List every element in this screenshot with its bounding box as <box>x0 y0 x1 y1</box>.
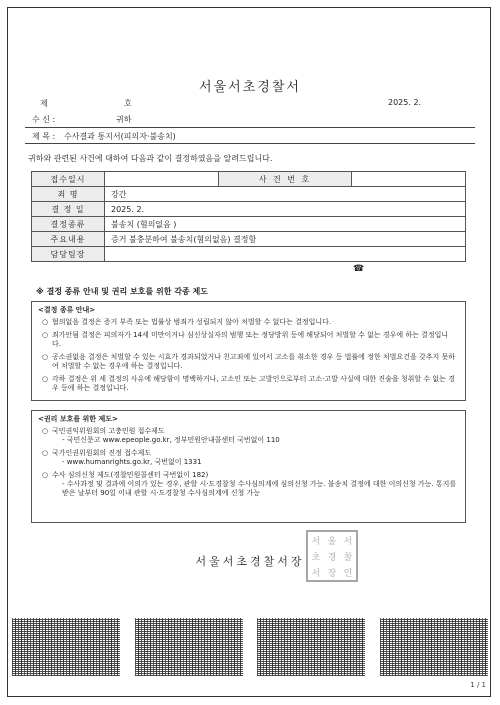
barcode-strip <box>12 618 488 676</box>
barcode-icon <box>135 618 243 676</box>
officer-value <box>105 247 466 262</box>
case-info-table <box>31 171 466 262</box>
rights-item-sub: - www.humanrights.go.kr, 국번없이 1331 <box>62 458 202 466</box>
rights-item-main: ○ 국민권익위원회의 고충민원 접수제도 <box>52 427 165 435</box>
guide-box-title: <결정 종류 안내> <box>38 306 96 314</box>
divider <box>25 143 475 144</box>
subject-value: 수사결과 통지서(피의자·불송치) <box>64 132 176 141</box>
decision-type-label: 결정종류 <box>32 217 105 232</box>
rights-box <box>31 410 466 523</box>
guide-item: ○ 공소권없음 결정은 처벌할 수 있는 시효가 경과되었거나 친고죄에 있어서 고소를 취소한 경우 등 법률에 정한 처벌요건을 갖추지 못하여 처벌할 수 없는 경우에 하는 결정입니다. <box>52 353 457 371</box>
document-date: 2025. 2. <box>388 98 422 107</box>
official-seal-icon <box>306 530 358 582</box>
rights-box-title: <권리 보호를 위한 제도> <box>38 415 118 423</box>
main-content-value: 증거 불충분하여 불송치(혐의없음) 결정함 <box>105 232 466 247</box>
divider <box>25 127 475 128</box>
barcode-icon <box>12 618 120 676</box>
seal-char: 울 <box>327 536 337 547</box>
decision-guide-box <box>31 301 466 401</box>
rights-item <box>52 449 457 467</box>
charge-label: 죄 명 <box>32 187 105 202</box>
document-title: 서울서초경찰서 <box>199 80 301 95</box>
seal-char: 인 <box>343 568 353 579</box>
receipt-label: 접수일시 <box>32 172 105 187</box>
seal-char: 경 <box>327 552 337 563</box>
rights-item <box>52 471 457 498</box>
seal-char: 서 <box>343 536 353 547</box>
case-number-value <box>352 172 466 187</box>
seal-char: 장 <box>327 568 337 579</box>
rights-item-main: ○ 수사 심의신청 제도(경찰민원콜센터 국번없이 182) <box>52 471 209 479</box>
guide-heading: ※ 결정 종류 안내 및 권리 보호를 위한 각종 제도 <box>36 287 208 296</box>
issuer-name: 서울서초경찰서장 <box>195 555 305 568</box>
decision-date-value: 2025. 2. <box>105 202 466 217</box>
receipt-value <box>105 172 219 187</box>
seal-char: 서 <box>311 568 321 579</box>
barcode-icon <box>380 618 488 676</box>
case-number-label: 사 건 번 호 <box>219 172 352 187</box>
subject-label: 제 목 : <box>32 132 56 141</box>
officer-label: 담당팀장 <box>32 247 105 262</box>
phone-icon: ☎ <box>353 264 365 274</box>
seal-char: 서 <box>311 536 321 547</box>
rights-item-sub: - 수사과정 및 결과에 이의가 있는 경우, 관할 시·도경찰청 수사심의계에 심의신청 가능. 불송치 결정에 대한 이의신청 가능. 통지를 받은 날부터 90일 이내 관할 시·도경찰청 수사심의계에 신청 가능 <box>62 480 457 497</box>
rights-item-sub: - 국민신문고 www.epeople.go.kr, 정부민원안내콜센터 국번없이 110 <box>62 436 280 444</box>
rights-item <box>52 427 457 445</box>
decision-type-value: 불송치 (혐의없음 ) <box>105 217 466 232</box>
guide-item: ○ 각하 결정은 위 세 결정의 사유에 해당함이 명백하거나, 고소인 또는 고발인으로부터 고소·고발 사실에 대한 진술을 청취할 수 없는 경우 등에 하는 결정입니다. <box>52 375 457 393</box>
main-content-label: 주요내용 <box>32 232 105 247</box>
recipient-label: 수 신 : <box>32 115 56 124</box>
page-number: 1 / 1 <box>470 681 486 689</box>
seal-char: 찰 <box>343 552 353 563</box>
seal-char: 초 <box>311 552 321 563</box>
recipient-value: 귀하 <box>116 115 132 124</box>
barcode-icon <box>257 618 365 676</box>
intro-text: 귀하와 관련된 사건에 대하여 다음과 같이 결정하였음을 알려드립니다. <box>28 154 273 163</box>
decision-date-label: 결 정 일 <box>32 202 105 217</box>
charge-value: 강간 <box>105 187 466 202</box>
guide-item: ○ 죄가안됨 결정은 피의자가 14세 미만이거나 심신상실자의 범행 또는 정당방위 등에 해당되어 처벌할 수 없는 경우에 하는 결정입니다. <box>52 331 457 349</box>
reference-suffix: 호 <box>124 99 132 108</box>
rights-item-main: ○ 국가인권위원회의 진정 접수제도 <box>52 449 152 457</box>
reference-label: 제 <box>40 99 48 108</box>
guide-item: ○ 혐의없음 결정은 증거 부족 또는 법률상 범죄가 성립되지 않아 처벌할 수 없다는 결정입니다. <box>52 318 457 327</box>
